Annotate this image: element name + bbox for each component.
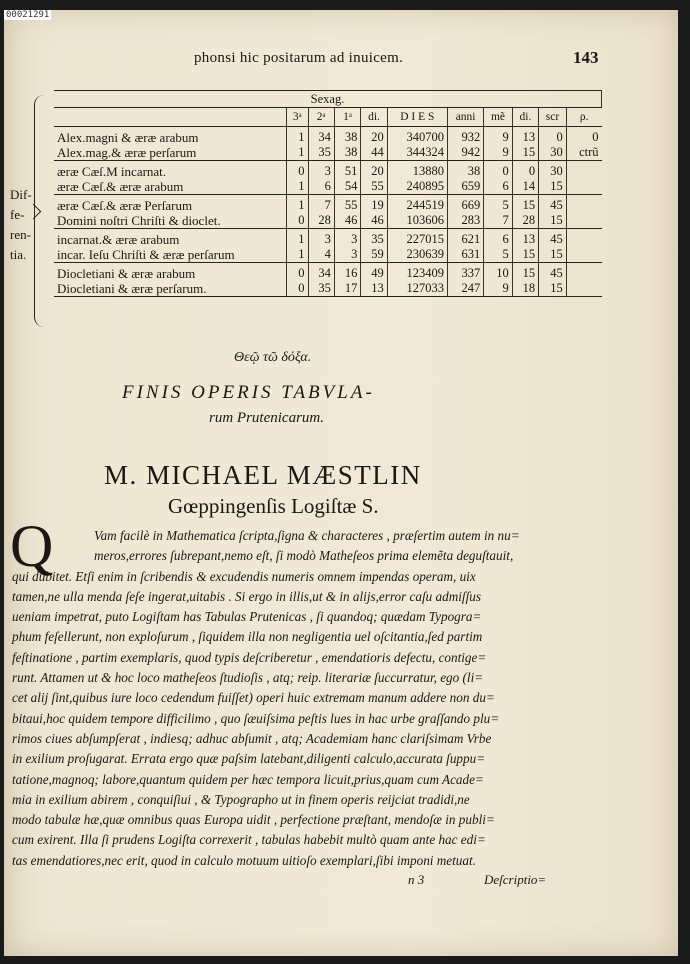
table-cell: 6 bbox=[308, 179, 334, 195]
table-cell: 17 bbox=[334, 281, 360, 297]
table-cell: 283 bbox=[447, 213, 483, 229]
finis-subheading: rum Prutenicarum. bbox=[209, 410, 324, 426]
row-label: æræ Cæſ.& æræ arabum bbox=[54, 179, 287, 195]
table-cell: 240895 bbox=[387, 179, 447, 195]
table-cell: 344324 bbox=[387, 145, 447, 161]
table-cell: 337 bbox=[447, 263, 483, 282]
table-cell: 45 bbox=[539, 263, 567, 282]
table-cell: 7 bbox=[308, 195, 334, 214]
table-cell: 46 bbox=[334, 213, 360, 229]
text-line: bitaui,hoc quidem tempore difficilimo , quo ſæuiſsima peſtis lues in hac urbe graſſando plu= bbox=[12, 710, 500, 726]
column-header: 1ᵃ bbox=[334, 108, 360, 127]
table-cell: 15 bbox=[512, 145, 538, 161]
row-label: incar. Ieſu Chriſti & æræ perſarum bbox=[54, 247, 287, 263]
table-cell: 942 bbox=[447, 145, 483, 161]
table-cell bbox=[566, 161, 601, 180]
table-cell: 0 bbox=[287, 213, 309, 229]
table-cell bbox=[566, 247, 601, 263]
table-cell: 13 bbox=[512, 127, 538, 146]
table-cell: 10 bbox=[484, 263, 513, 282]
table-cell: 46 bbox=[361, 213, 387, 229]
table-cell: 49 bbox=[361, 263, 387, 282]
table-cell: 3 bbox=[308, 229, 334, 248]
book-page bbox=[4, 10, 678, 956]
table-cell: 932 bbox=[447, 127, 483, 146]
column-header: scr bbox=[539, 108, 567, 127]
table-cell: 123409 bbox=[387, 263, 447, 282]
table-row bbox=[54, 263, 602, 282]
header-label-cell bbox=[54, 108, 287, 127]
table-cell: 59 bbox=[361, 247, 387, 263]
table-cell bbox=[566, 229, 601, 248]
text-line: qui dubitet. Etſi enim in ſcribendis & excudendis numeris omnem impendas operam, uix bbox=[12, 568, 476, 584]
table-cell: 38 bbox=[334, 127, 360, 146]
table-cell bbox=[566, 213, 601, 229]
text-line: cum exirent. Illa ſi prudens Logiſta correxerit , tabulas habebit multò quam ante hac edi= bbox=[12, 832, 486, 848]
table-cell: 227015 bbox=[387, 229, 447, 248]
table-cell: 3 bbox=[334, 247, 360, 263]
table-cell: 30 bbox=[539, 145, 567, 161]
table-cell: 6 bbox=[484, 179, 513, 195]
table-cell: 9 bbox=[484, 127, 513, 146]
running-head: phonsi hic positarum ad inuicem. bbox=[194, 50, 404, 66]
table-cell: 247 bbox=[447, 281, 483, 297]
table-cell: 244519 bbox=[387, 195, 447, 214]
row-label: æræ Cæſ.M incarnat. bbox=[54, 161, 287, 180]
table-row bbox=[54, 127, 602, 146]
table-cell: 15 bbox=[512, 247, 538, 263]
text-line: phum feſellerunt, non exploſurum , ſiquidem illa non negligentia uel oſcitantia,ſed partim bbox=[12, 629, 483, 645]
table-cell: 54 bbox=[334, 179, 360, 195]
text-line: feſtinatione , partim exemplaris, quod typis deſcriberetur , emendatioris defectu, contige= bbox=[12, 649, 487, 665]
table-cell: 1 bbox=[287, 195, 309, 214]
table-cell: 28 bbox=[512, 213, 538, 229]
column-header: 3ᵃ bbox=[287, 108, 309, 127]
table-cell: 28 bbox=[308, 213, 334, 229]
table-cell: 13 bbox=[361, 281, 387, 297]
table-cell: 3 bbox=[334, 229, 360, 248]
text-line: in exilium proſugarat. Errata ergo quæ paſsim latebant,diligenti calculo,accurata ſuppu= bbox=[12, 751, 486, 767]
table-cell: 55 bbox=[334, 195, 360, 214]
table-cell: 14 bbox=[512, 179, 538, 195]
scan-label: 00021291 bbox=[6, 10, 50, 20]
table-cell: 30 bbox=[539, 161, 567, 180]
finis-heading: FINIS OPERIS TABVLA- bbox=[122, 382, 375, 403]
column-header: ρ. bbox=[566, 108, 601, 127]
author-heading: M. MICHAEL MÆSTLIN bbox=[104, 460, 422, 490]
signature-mark: n 3 bbox=[408, 872, 425, 887]
table-cell: 621 bbox=[447, 229, 483, 248]
table-row bbox=[54, 229, 602, 248]
table-cell: 1 bbox=[287, 145, 309, 161]
column-header: mẽ bbox=[484, 108, 513, 127]
table-cell: 9 bbox=[484, 281, 513, 297]
table-cell: 15 bbox=[512, 263, 538, 282]
column-header: di. bbox=[361, 108, 387, 127]
drop-cap: Q bbox=[10, 513, 54, 579]
text-line: tatione,magnoq; labore,quantum quidem per hæc tempora licuit,prius,quam cum Acade= bbox=[12, 771, 484, 787]
table-cell: 5 bbox=[484, 247, 513, 263]
table-row bbox=[54, 281, 602, 297]
row-label: Diocletiani & æræ arabum bbox=[54, 263, 287, 282]
text-line: runt. Attamen ut & hoc loco matheſeos ſtudioſis , atq; reip. literariæ ſuccurratur, ego (li= bbox=[12, 670, 484, 686]
text-line: rimos ciues abſumpſerat , indiesq; adhuc abſumit , atq; Academiam hanc clariſsimam Vrbe bbox=[12, 730, 492, 746]
table-caption: Sexag. bbox=[54, 91, 602, 108]
table-header-row bbox=[54, 108, 602, 127]
table-cell: 15 bbox=[539, 179, 567, 195]
table-cell: 15 bbox=[539, 281, 567, 297]
side-label-line: tia. bbox=[10, 247, 27, 262]
table-cell: 15 bbox=[539, 213, 567, 229]
preface-text bbox=[12, 526, 560, 871]
text-line: ueniam impetrat, puto Logiſtam has Tabulas Prutenicas , ſi quandoq; quædam Typogra= bbox=[12, 609, 482, 625]
text-line: meros,errores ſubrepant,nemo eſt, ſi modò Matheſeos prima elemẽta deguſtauit, bbox=[94, 548, 514, 564]
table-cell: 0 bbox=[287, 161, 309, 180]
catchword: Deſcriptio= bbox=[484, 872, 547, 887]
text-line: mia in exilium abirem , conquiſiui , & Typographo ut in finem operis reijciat tradidi,ne bbox=[12, 791, 470, 807]
table-cell: 0 bbox=[512, 161, 538, 180]
row-label: Alex.magni & æræ arabum bbox=[54, 127, 287, 146]
table-cell: 45 bbox=[539, 229, 567, 248]
table-cell bbox=[566, 281, 601, 297]
table-cell: 16 bbox=[334, 263, 360, 282]
row-label: Alex.mag.& æræ perſarum bbox=[54, 145, 287, 161]
table-cell: 38 bbox=[447, 161, 483, 180]
table-cell: 44 bbox=[361, 145, 387, 161]
table-cell: 0 bbox=[287, 263, 309, 282]
table-row bbox=[54, 247, 602, 263]
table-row bbox=[54, 179, 602, 195]
table-cell: 13 bbox=[512, 229, 538, 248]
table-cell: 631 bbox=[447, 247, 483, 263]
table-cell: 659 bbox=[447, 179, 483, 195]
table-cell: 1 bbox=[287, 247, 309, 263]
table-row bbox=[54, 145, 602, 161]
table-cell bbox=[566, 179, 601, 195]
column-header: 2ᵃ bbox=[308, 108, 334, 127]
table-cell bbox=[566, 263, 601, 282]
text-line: Vam facilè in Mathematica ſcripta,ſigna & characteres , præſertim autem in nu= bbox=[94, 528, 520, 543]
table-row bbox=[54, 213, 602, 229]
table-cell: 9 bbox=[484, 145, 513, 161]
table-cell: 4 bbox=[308, 247, 334, 263]
table-cell: 13880 bbox=[387, 161, 447, 180]
side-label-line: fe- bbox=[10, 207, 25, 222]
table-cell: 15 bbox=[539, 247, 567, 263]
table-cell: 35 bbox=[308, 281, 334, 297]
table-cell: 19 bbox=[361, 195, 387, 214]
table-cell: 0 bbox=[592, 130, 599, 144]
text-line: modo tabulæ hæ,quæ omnibus quas Europa uidit , perfectione præſtant, mendoſæ in publi= bbox=[12, 812, 495, 828]
table-cell: 6 bbox=[484, 229, 513, 248]
side-label-line: Dif- bbox=[10, 187, 32, 202]
table-cell: 34 bbox=[308, 127, 334, 146]
table-cell: 35 bbox=[361, 229, 387, 248]
table-cell: 18 bbox=[512, 281, 538, 297]
table-body bbox=[54, 127, 602, 297]
table-cell: 230639 bbox=[387, 247, 447, 263]
table-cell: 5 bbox=[484, 195, 513, 214]
table-cell bbox=[566, 195, 601, 214]
table-cell: 1 bbox=[287, 229, 309, 248]
table-cell: 340700 bbox=[387, 127, 447, 146]
epoch-differences-table bbox=[54, 90, 602, 297]
column-header: di. bbox=[512, 108, 538, 127]
table-row bbox=[54, 161, 602, 180]
row-label: Diocletiani & æræ perſarum. bbox=[54, 281, 287, 297]
row-label: æræ Cæſ.& æræ Perſarum bbox=[54, 195, 287, 214]
table-cell: 15 bbox=[512, 195, 538, 214]
table-cell: 38 bbox=[334, 145, 360, 161]
author-subtitle: Gœppingenſis Logiſtæ S. bbox=[168, 494, 379, 518]
row-label: incarnat.& æræ arabum bbox=[54, 229, 287, 248]
text-line: tas emendatiores,nec erit, quod in calculo motuum uitioſo exemplari,ſibi imponi metuat. bbox=[12, 852, 476, 868]
table-cell: 35 bbox=[308, 145, 334, 161]
table-cell: 34 bbox=[308, 263, 334, 282]
table-cell: 1 bbox=[287, 179, 309, 195]
table-cell: 45 bbox=[539, 195, 567, 214]
table-cell: 20 bbox=[361, 127, 387, 146]
table-cell: 0 bbox=[287, 281, 309, 297]
table-cell: 669 bbox=[447, 195, 483, 214]
side-label-line: ren- bbox=[10, 227, 31, 242]
table-cell: ctrũ bbox=[566, 145, 601, 161]
table-row bbox=[54, 195, 602, 214]
greek-doxology: Θεῷ τῶ δόξα. bbox=[234, 350, 312, 365]
row-label: Domini noſtri Chriſti & dioclet. bbox=[54, 213, 287, 229]
text-line: tamen,ne ulla menda ſeſe ingerat,uitabis . Si ergo in illis,ut & in alijs,error caſu admiſſus bbox=[12, 588, 481, 604]
page-number: 143 bbox=[573, 48, 599, 67]
table-cell: 1 bbox=[287, 127, 309, 146]
table-cell: 0 bbox=[539, 127, 567, 146]
text-line: cet alij ſint,quibus iure loco cedendum fuiſſet) operi huic extremam manum addere non du= bbox=[12, 690, 495, 706]
table-cell: 127033 bbox=[387, 281, 447, 297]
table-cell: 3 bbox=[308, 161, 334, 180]
table-cell: 20 bbox=[361, 161, 387, 180]
table-cell: 55 bbox=[361, 179, 387, 195]
table-cell: 51 bbox=[334, 161, 360, 180]
table-cell: 7 bbox=[484, 213, 513, 229]
column-header: anni bbox=[447, 108, 483, 127]
table-cell: 103606 bbox=[387, 213, 447, 229]
column-header: D I E S bbox=[387, 108, 447, 127]
table-cell: 0 bbox=[484, 161, 513, 180]
